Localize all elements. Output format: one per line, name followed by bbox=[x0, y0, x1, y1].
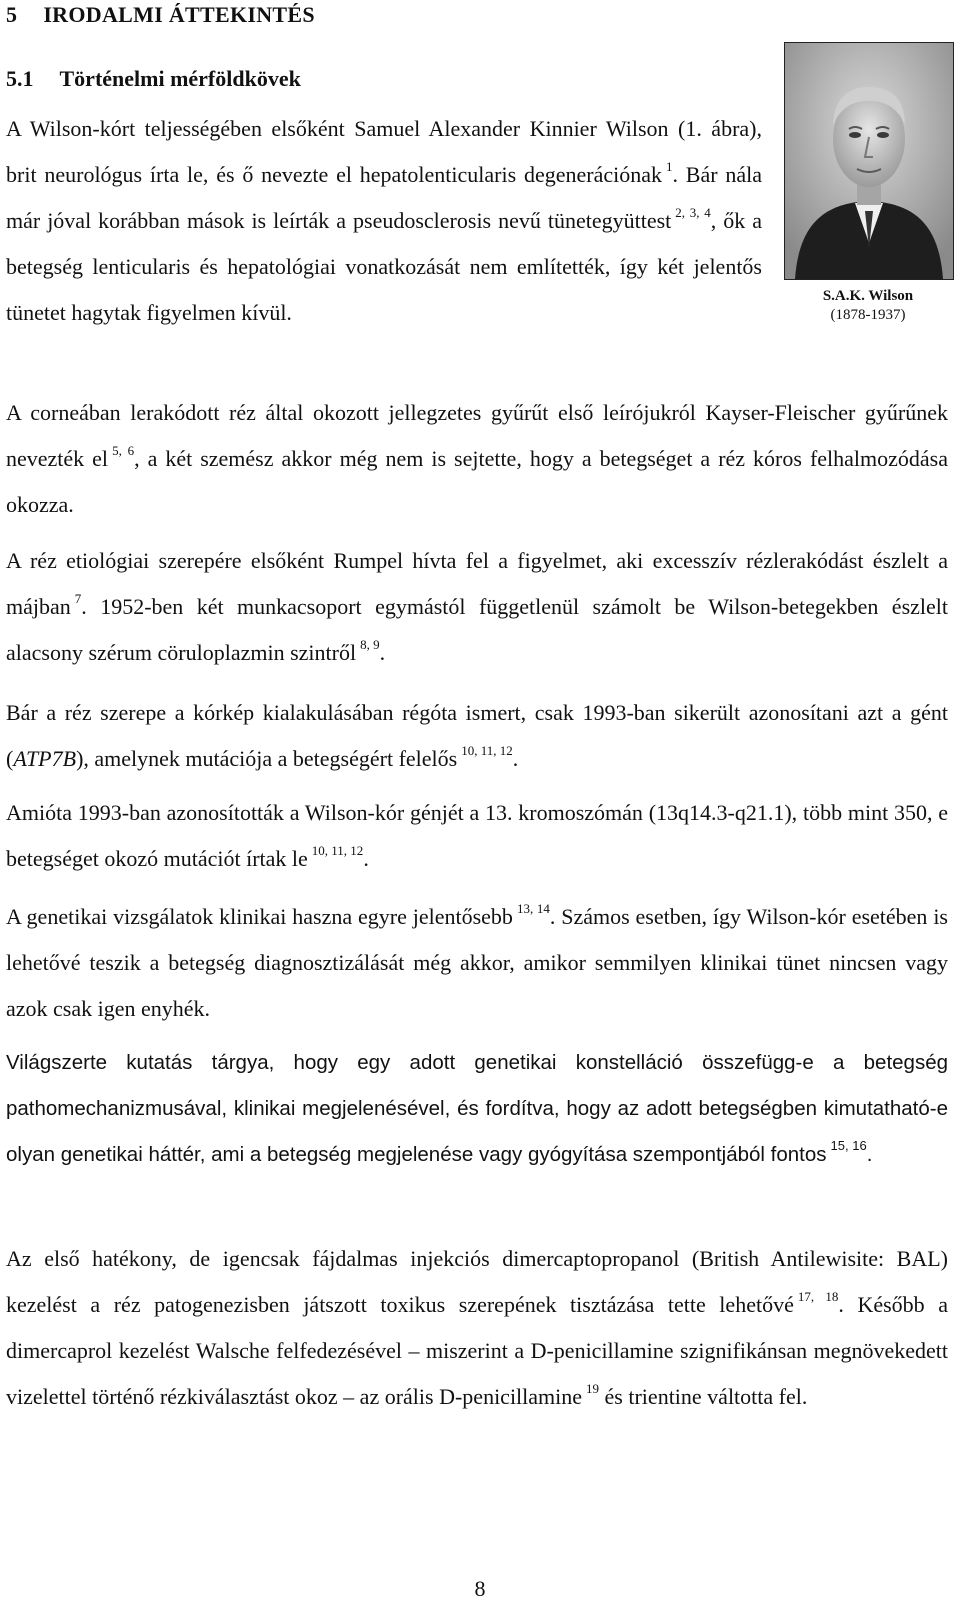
portrait-figure bbox=[784, 42, 952, 324]
gene-name: ATP7B bbox=[13, 746, 77, 771]
paragraph-text: . Bár nála már jóval korábban mások is leírták a pseudosclerosis nevű tünetegyüttest bbox=[6, 162, 763, 233]
figure-caption-name: S.A.K. Wilson bbox=[822, 288, 914, 304]
paragraph-2 bbox=[6, 390, 948, 528]
citation-superscript: 15, 16 bbox=[830, 1138, 867, 1153]
citation-superscript: 8, 9 bbox=[360, 637, 380, 652]
citation-superscript: 10, 11, 12 bbox=[311, 843, 364, 858]
section-title: Történelmi mérföldkövek bbox=[59, 66, 301, 91]
paragraph-6 bbox=[6, 894, 948, 1032]
section-number: 5.1 bbox=[6, 66, 34, 91]
paragraph-text: , ők a betegség lenticularis és hepatológiai vonatkozását nem említették, így két jelentős tünetet hagytak figyelmen kívül. bbox=[6, 208, 763, 325]
chapter-number: 5 bbox=[6, 2, 18, 27]
paragraph-text: Világszerte kutatás tárgya, hogy egy adott genetikai konstelláció összefügg-e a betegség pathomechanizmusával, klinikai megjelenésével, és fordítva, hogy az adott betegségben kimutatható-e olyan genetikai háttér, ami a betegség megjelenése vagy gyógyítása szempontjából fontos bbox=[6, 1051, 948, 1166]
paragraph-text: . bbox=[866, 1143, 873, 1166]
citation-superscript: 1 bbox=[666, 159, 673, 174]
paragraph-text: , a két szemész akkor még nem is sejtette, hogy a betegséget a réz kóros felhalmozódása okozza. bbox=[6, 446, 948, 517]
citation-superscript: 10, 11, 12 bbox=[461, 743, 513, 758]
paragraph-5 bbox=[6, 790, 948, 882]
paragraph-3 bbox=[6, 538, 948, 676]
chapter-title: IRODALMI ÁTTEKINTÉS bbox=[43, 2, 315, 27]
paragraph-text: és trientine váltotta fel. bbox=[599, 1384, 808, 1409]
paragraph-text: Az első hatékony, de igencsak fájdalmas injekciós dimercaptopropanol (British Antilewisite: BAL) kezelést a réz patogenezisben játszott toxikus szerepének tisztázása tette lehetővé bbox=[6, 1246, 948, 1317]
citation-superscript: 5, 6 bbox=[112, 443, 135, 458]
paragraph-text: . bbox=[363, 846, 369, 871]
paragraph-text: A genetikai vizsgálatok klinikai haszna egyre jelentősebb bbox=[6, 904, 513, 929]
paragraph-text: . Számos esetben, így Wilson-kór esetében is lehetővé teszik a betegség diagnosztizálását még akkor, amikor semmilyen klinikai tünet nincsen vagy azok csak igen enyhék. bbox=[6, 904, 948, 1021]
paragraph-text: . bbox=[379, 640, 386, 665]
paragraph-1 bbox=[6, 106, 762, 336]
paragraph-text: Amióta 1993-ban azonosították a Wilson-kór génjét a 13. kromoszómán (13q14.3-q21.1), több mint 350, e betegséget okozó mutációt írtak le bbox=[6, 800, 948, 871]
citation-superscript: 19 bbox=[586, 1381, 600, 1396]
section-heading bbox=[6, 66, 301, 92]
citation-superscript: 13, 14 bbox=[516, 901, 550, 916]
page-number: 8 bbox=[474, 1576, 486, 1601]
portrait-photo bbox=[784, 42, 954, 280]
paragraph-4 bbox=[6, 690, 948, 782]
paragraph-8 bbox=[6, 1236, 948, 1420]
paragraph-text: Bár a réz szerepe a kórkép kialakulásában régóta ismert, csak 1993-ban sikerült azonosítani azt a gént ( bbox=[6, 700, 948, 771]
paragraph-text: . 1952-ben két munkacsoport egymástól függetlenül számolt be Wilson-betegekben észlelt alacsony szérum cöruloplazmin szintről bbox=[6, 594, 948, 665]
paragraph-text: A corneában lerakódott réz által okozott jellegzetes gyűrűt első leírójukról Kayser-Fleischer gyűrűnek nevezték el bbox=[6, 400, 948, 471]
paragraph-text: . Később a dimercaprol kezelést Walsche felfedezésével – miszerint a D-penicillamine szignifikánsan megnövekedett vizelettel történő rézkiválasztást okoz – az orális D-penicillamine bbox=[6, 1292, 949, 1409]
figure-caption-years: (1878-1937) bbox=[830, 307, 906, 323]
paragraph-text: ), amelynek mutációja a betegségért felelős bbox=[76, 746, 458, 771]
chapter-heading bbox=[6, 2, 315, 28]
paragraph-text: A réz etiológiai szerepére elsőként Rumpel hívta fel a figyelmet, aki excesszív rézlerakódást észlelt a májban bbox=[6, 548, 948, 619]
paragraph-text: A Wilson-kórt teljességében elsőként Samuel Alexander Kinnier Wilson (1. ábra), brit neurológus írta le, és ő nevezte el hepatolenticularis degenerációnak bbox=[6, 116, 762, 187]
paragraph-text: . bbox=[512, 746, 519, 771]
citation-superscript: 17, 18 bbox=[797, 1289, 839, 1304]
citation-superscript: 2, 3, 4 bbox=[675, 205, 711, 220]
citation-superscript: 7 bbox=[74, 591, 82, 606]
paragraph-7 bbox=[6, 1040, 948, 1178]
